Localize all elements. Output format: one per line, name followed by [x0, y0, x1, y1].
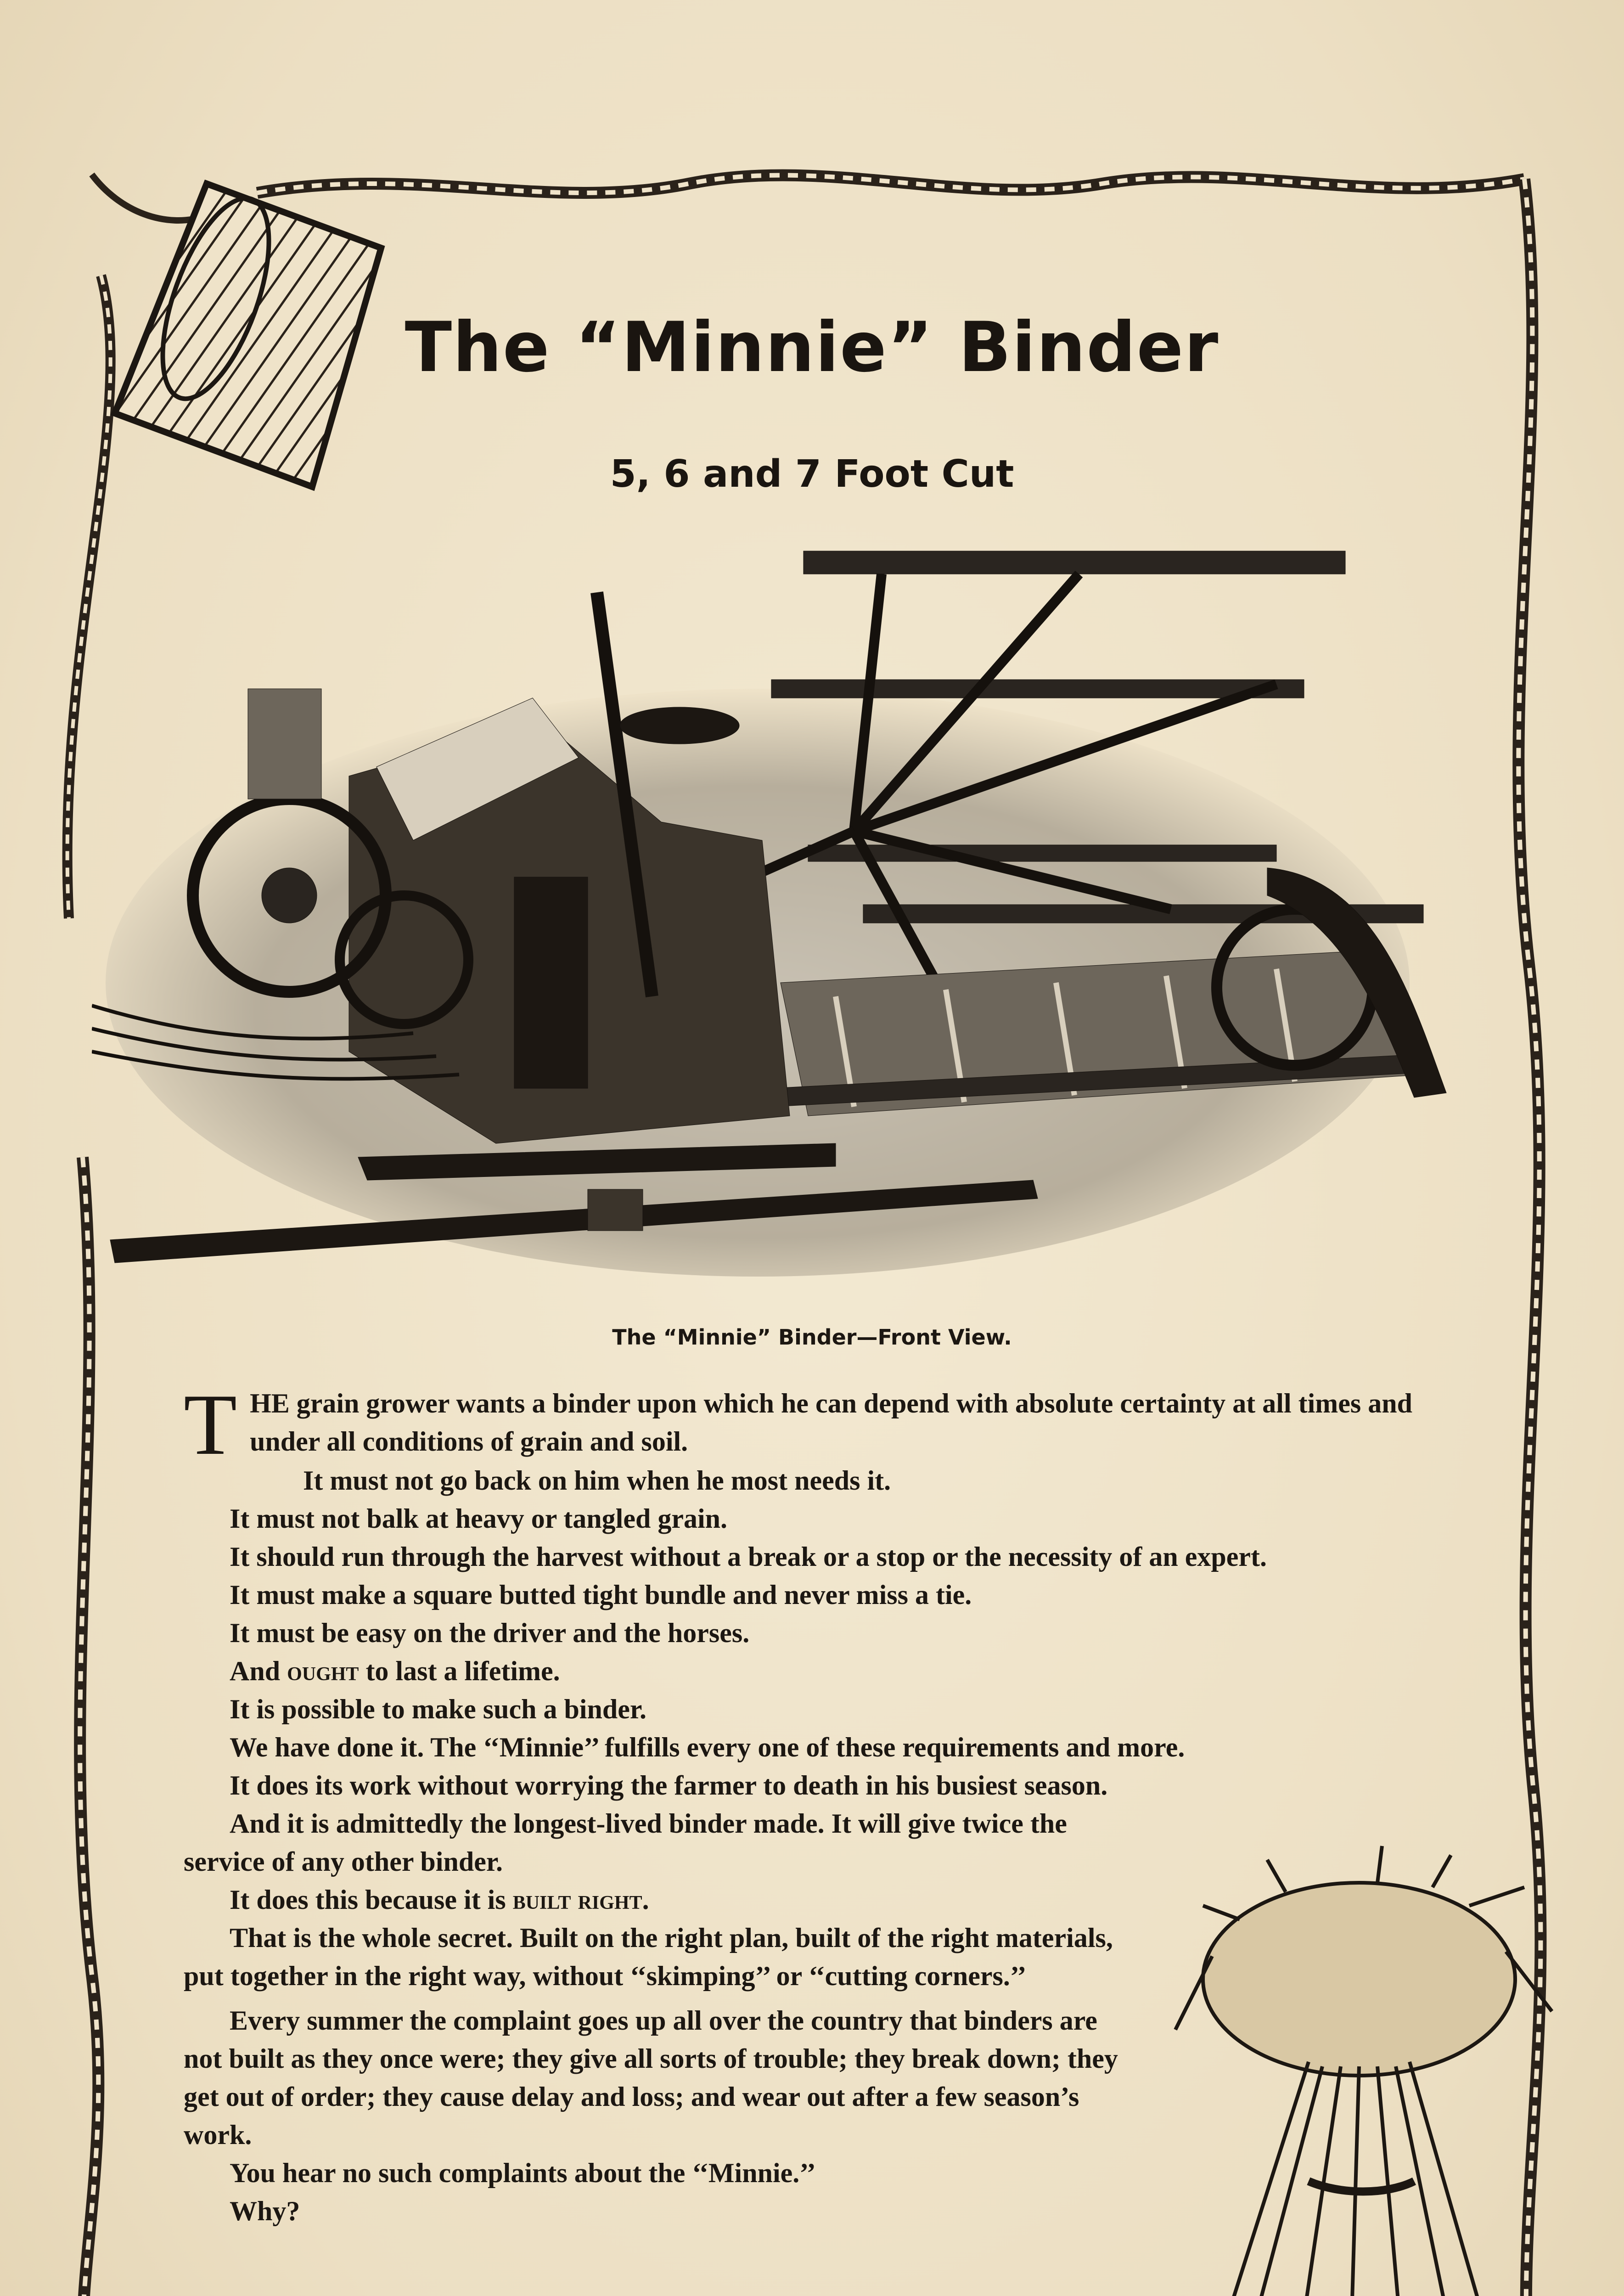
- paragraph: You hear no such complaints about the ‘‘Minnie.’’: [230, 2158, 816, 2188]
- page-title: The “Minnie” Binder: [405, 308, 1219, 388]
- paragraph-text: And: [230, 1656, 281, 1686]
- binder-illustration: [92, 546, 1469, 1327]
- small-caps-text: ought: [287, 1656, 359, 1686]
- drop-cap: T: [184, 1377, 237, 1473]
- paragraph: Every summer the complaint goes up all over the country that binders are not built as they once were; they give all sorts of trouble; they break down; they get out of order; they cause delay and loss; and wear out after a few season’s work.: [184, 2005, 1118, 2150]
- reel-bar-top: [804, 551, 1345, 574]
- paragraph: That is the whole secret. Built on the right plan, built of the right materials, put together in the right way, without ‘‘skimping’’ or ‘‘cutting corners.’’: [184, 1923, 1113, 1991]
- paragraph: It is possible to make such a binder.: [230, 1694, 646, 1724]
- paragraph-text: It does this because it is: [230, 1885, 506, 1915]
- paragraph: And it is admittedly the longest-lived binder made. It will give twice the service of any other binder.: [184, 1808, 1067, 1877]
- paragraph: It must be easy on the driver and the horses.: [230, 1618, 750, 1648]
- paragraph: We have done it. The ‘‘Minnie’’ fulfills every one of these requirements and more.: [230, 1732, 1185, 1762]
- page-subtitle: 5, 6 and 7 Foot Cut: [610, 452, 1014, 496]
- paragraph: Why?: [230, 2196, 300, 2226]
- paragraph-text: HE grain grower wants a binder upon which he can depend with absolute certainty at all times and under all conditions of grain and soil.: [250, 1388, 1412, 1457]
- small-caps-text: built right.: [512, 1885, 649, 1915]
- paragraph: It must not balk at heavy or tangled grain.: [230, 1503, 727, 1534]
- illustration-caption: The “Minnie” Binder—Front View.: [612, 1325, 1012, 1350]
- body-text: [184, 1377, 1423, 2230]
- paragraph: [184, 1652, 1423, 1690]
- paragraph: [184, 1377, 1423, 1473]
- paragraph: [184, 1881, 1139, 1919]
- paragraph: It should run through the harvest without a break or a stop or the necessity of an expert.: [230, 1542, 1267, 1572]
- paragraph: It must not go back on him when he most needs it.: [303, 1465, 891, 1496]
- paragraph-text: to last a lifetime.: [365, 1656, 560, 1686]
- paragraph: It must make a square butted tight bundle and never miss a tie.: [230, 1580, 972, 1610]
- paragraph: It does its work without worrying the farmer to death in his busiest season.: [230, 1770, 1108, 1801]
